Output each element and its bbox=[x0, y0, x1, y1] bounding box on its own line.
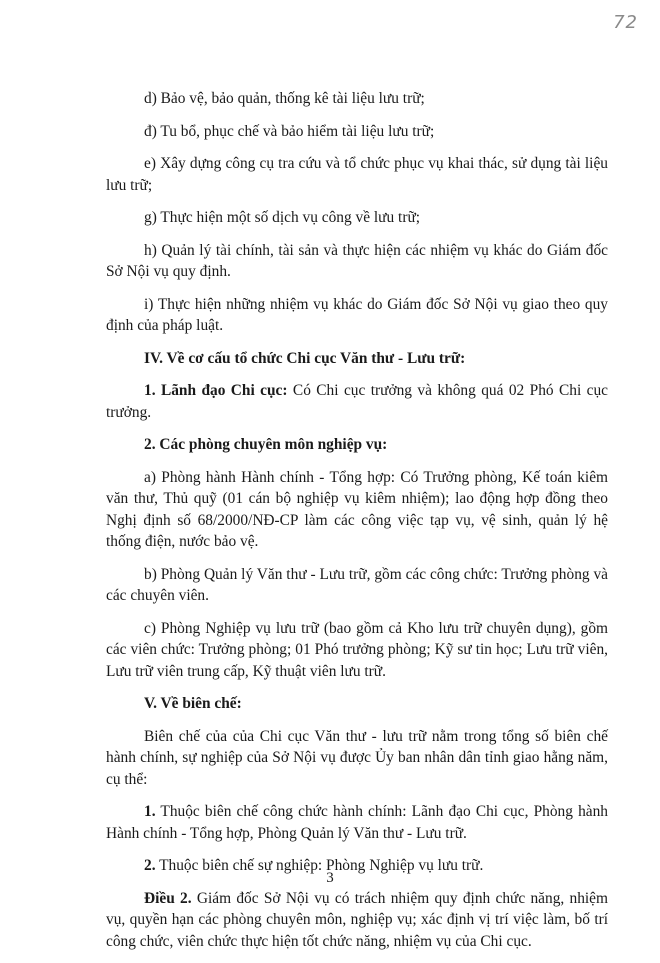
section-iv-heading: IV. Về cơ cấu tổ chức Chi cục Văn thư - Lưu trữ: bbox=[144, 349, 466, 367]
departments-heading: 2. Các phòng chuyên môn nghiệp vụ: bbox=[144, 436, 388, 453]
section-v-heading: V. Về biên chế: bbox=[144, 695, 242, 712]
staffing-item-1-text: Thuộc biên chế công chức hành chính: Lãnh đạo Chi cục, Phòng hành Hành chính - Tổng hợp, Phòng Quản lý Văn thư - Lưu trữ. bbox=[106, 803, 608, 842]
department-c: c) Phòng Nghiệp vụ lưu trữ (bao gồm cả Kho lưu trữ chuyên dụng), gồm các viên chức: Trưởng phòng; 01 Phó trưởng phòng; Kỹ sư tin học; Lưu trữ viên, Lưu trữ viên trung cấp, Kỹ thuật viên lưu trữ. bbox=[106, 619, 608, 680]
staffing-paragraph: Biên chế của của Chi cục Văn thư - lưu trữ nằm trong tổng số biên chế hành chính, sự nghiệp của Sở Nội vụ được Ủy ban nhân dân tỉnh giao hằng năm, cụ thể: bbox=[106, 727, 608, 788]
page-number: 3 bbox=[326, 870, 334, 886]
item-h: h) Quản lý tài chính, tài sản và thực hiện các nhiệm vụ khác do Giám đốc Sở Nội vụ quy định. bbox=[106, 241, 608, 280]
item-d: d) Bảo vệ, bảo quản, thống kê tài liệu lưu trữ; bbox=[144, 90, 425, 107]
staffing-item-2-text: Thuộc biên chế sự nghiệp: Phòng Nghiệp vụ lưu trữ. bbox=[155, 857, 484, 874]
item-dd: đ) Tu bổ, phục chế và bảo hiểm tài liệu lưu trữ; bbox=[144, 122, 435, 140]
leadership-paragraph bbox=[106, 380, 608, 423]
article-2-paragraph bbox=[106, 888, 608, 953]
leadership-label: 1. Lãnh đạo Chi cục: bbox=[144, 382, 288, 399]
department-b: b) Phòng Quản lý Văn thư - Lưu trữ, gồm các công chức: Trưởng phòng và các chuyên viên. bbox=[106, 565, 608, 604]
staffing-item-1-number: 1. bbox=[144, 803, 156, 820]
staffing-item-2-number: 2. bbox=[144, 857, 156, 874]
leadership-text: Có Chi cục trưởng và không quá 02 Phó Chi cục trưởng. bbox=[106, 382, 609, 421]
item-i: i) Thực hiện những nhiệm vụ khác do Giám đốc Sở Nội vụ giao theo quy định của pháp luật. bbox=[106, 295, 608, 334]
handwritten-page-note: 72 bbox=[613, 12, 638, 33]
document-body bbox=[106, 88, 608, 963]
article-2-label: Điều 2. bbox=[144, 889, 192, 907]
article-2-text: Giám đốc Sở Nội vụ có trách nhiệm quy định chức năng, nhiệm vụ, quyền hạn các phòng chuyên môn, nghiệp vụ; xác định vị trí việc làm, bố trí công chức, viên chức thực hiện tốt chức năng, nhiệm vụ của Chi cục. bbox=[106, 889, 608, 950]
staffing-item-1 bbox=[106, 801, 608, 844]
item-g: g) Thực hiện một số dịch vụ công về lưu trữ; bbox=[144, 209, 421, 226]
department-a: a) Phòng hành Hành chính - Tổng hợp: Có Trưởng phòng, Kế toán kiêm văn thư, Thủ quỹ (01 cán bộ nghiệp vụ kiêm nhiệm); lao động hợp đồng theo Nghị định số 68/2000/NĐ-CP làm các công việc tạp vụ, vệ sinh, quản lý hệ thống điện, nước bảo vệ. bbox=[106, 468, 608, 550]
item-e: e) Xây dựng công cụ tra cứu và tổ chức phục vụ khai thác, sử dụng tài liệu lưu trữ; bbox=[106, 155, 608, 194]
